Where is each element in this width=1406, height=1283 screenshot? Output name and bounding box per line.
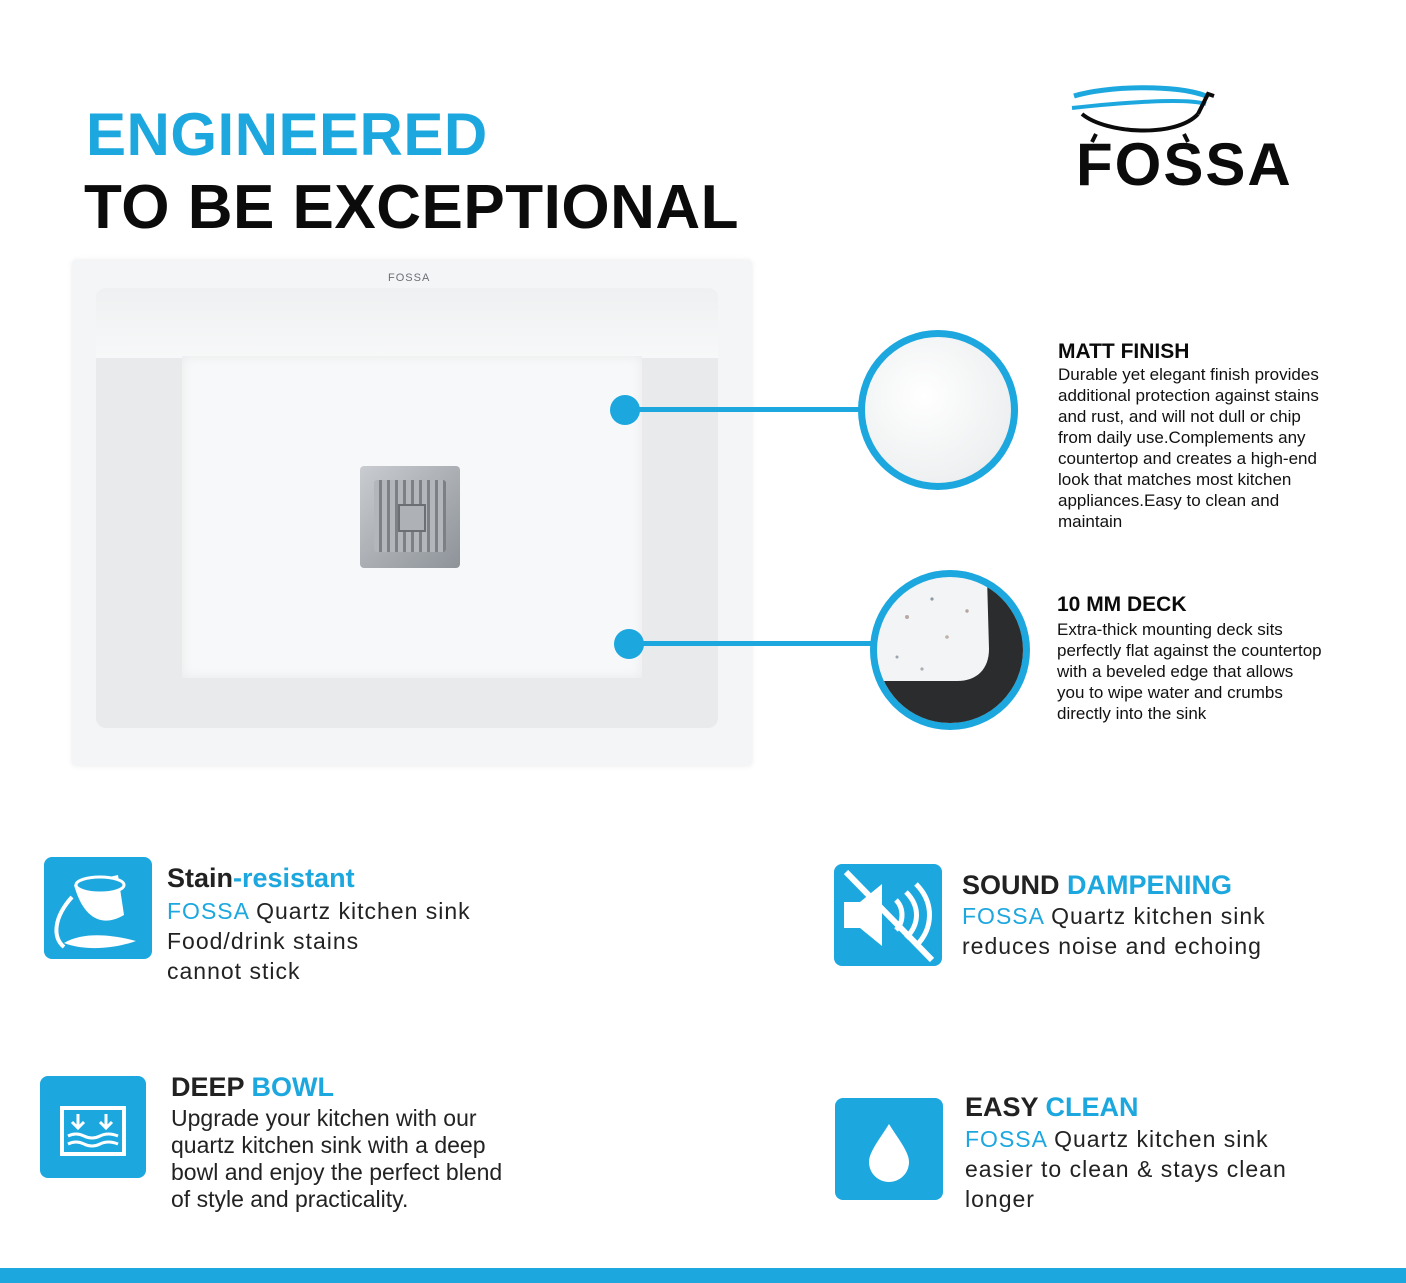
sound-line-1 xyxy=(962,901,1266,931)
line-text: Quartz kitchen sink xyxy=(1043,903,1266,929)
deck-title: 10 MM DECK xyxy=(1057,593,1187,616)
clean-line-3: longer xyxy=(965,1186,1035,1212)
desc-line: additional protection against stains xyxy=(1058,386,1319,405)
desc-line: look that matches most kitchen xyxy=(1058,470,1292,489)
drain-core xyxy=(398,504,426,532)
line-text: Quartz kitchen sink xyxy=(248,898,471,924)
droplet-icon xyxy=(835,1098,943,1200)
matt-finish-title: MATT FINISH xyxy=(1058,340,1190,363)
sound-line-2: reduces noise and echoing xyxy=(962,933,1262,959)
easy-clean-title xyxy=(965,1092,1139,1123)
clean-line-1 xyxy=(965,1124,1269,1154)
bottom-accent-bar xyxy=(0,1268,1406,1283)
desc-line: Extra-thick mounting deck sits xyxy=(1057,620,1283,639)
desc-line: quartz kitchen sink with a deep xyxy=(171,1132,486,1158)
logo-wordmark: FOSSA xyxy=(1076,131,1293,198)
clean-line-2: easier to clean & stays clean xyxy=(965,1156,1287,1182)
stain-line-3: cannot stick xyxy=(167,958,301,984)
brand-text: FOSSA xyxy=(167,898,249,924)
deck-description xyxy=(1057,619,1377,724)
deep-bowl-description xyxy=(171,1105,571,1213)
desc-line: Upgrade your kitchen with our xyxy=(171,1105,477,1131)
title-part: -resistant xyxy=(233,863,355,893)
title-part: EASY xyxy=(965,1092,1046,1122)
title-part: DEEP xyxy=(171,1072,252,1102)
deck-edge-icon xyxy=(877,577,1023,723)
sink-back-wall xyxy=(96,288,718,358)
drain-grate xyxy=(374,480,446,552)
callout-line-matt xyxy=(636,407,864,412)
matt-finish-zoom xyxy=(858,330,1018,490)
desc-line: and rust, and will not dull or chip xyxy=(1058,407,1301,426)
speaker-muted-icon xyxy=(834,864,942,966)
desc-line: directly into the sink xyxy=(1057,704,1207,723)
desc-line: countertop and creates a high-end xyxy=(1058,449,1317,468)
desc-line: perfectly flat against the countertop xyxy=(1057,641,1322,660)
spill-cup-icon xyxy=(44,857,152,959)
title-part: SOUND xyxy=(962,870,1068,900)
headline-line-2: TO BE EXCEPTIONAL xyxy=(84,173,739,242)
headline-line-1: ENGINEERED xyxy=(86,101,488,168)
deep-bowl-title xyxy=(171,1072,334,1103)
desc-line: appliances.Easy to clean and xyxy=(1058,491,1280,510)
drain-strainer xyxy=(360,466,460,568)
line-text: Quartz kitchen sink xyxy=(1046,1126,1269,1152)
stain-resistant-icon xyxy=(44,857,152,959)
brand-logo xyxy=(1066,84,1293,204)
sound-muted-icon xyxy=(834,864,942,966)
matt-finish-description xyxy=(1058,364,1378,532)
stain-line-1 xyxy=(167,896,471,926)
desc-line: of style and practicality. xyxy=(171,1186,409,1212)
brand-text: FOSSA xyxy=(962,903,1044,929)
deep-bowl-icon xyxy=(40,1076,146,1178)
callout-line-deck xyxy=(640,641,876,646)
desc-line: with a beveled edge that allows xyxy=(1057,662,1294,681)
water-drop-icon xyxy=(835,1098,943,1200)
sink-image xyxy=(72,260,752,766)
desc-line: you to wipe water and crumbs xyxy=(1057,683,1283,702)
brand-text: FOSSA xyxy=(965,1126,1047,1152)
stain-line-2: Food/drink stains xyxy=(167,928,360,954)
desc-line: Durable yet elegant finish provides xyxy=(1058,365,1319,384)
deck-zoom xyxy=(870,570,1030,730)
desc-line: from daily use.Complements any xyxy=(1058,428,1306,447)
title-part: Stain xyxy=(167,863,234,893)
sound-dampening-title xyxy=(962,870,1232,901)
stain-resistant-title xyxy=(167,863,355,894)
desc-line: bowl and enjoy the perfect blend xyxy=(171,1159,503,1185)
title-part: DAMPENING xyxy=(1067,870,1233,900)
sink-logo: FOSSA xyxy=(388,272,431,284)
bowl-depth-icon xyxy=(40,1076,146,1178)
desc-line: maintain xyxy=(1058,512,1123,531)
title-part: BOWL xyxy=(251,1072,335,1102)
title-part: CLEAN xyxy=(1045,1092,1139,1122)
